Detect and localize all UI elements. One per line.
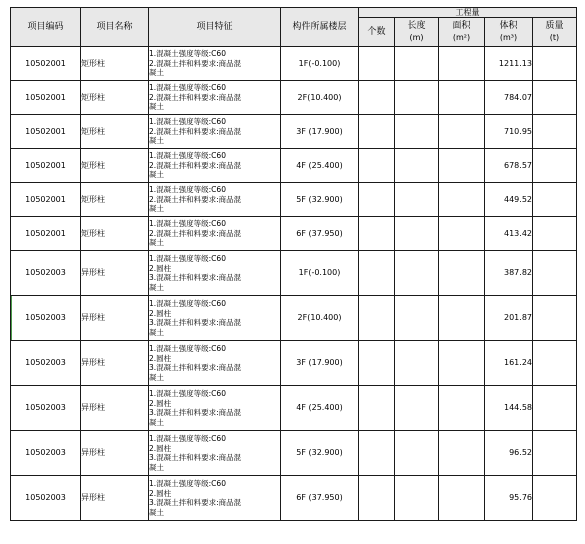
cell-feature[interactable] — [149, 47, 281, 81]
cell-floor[interactable]: 6F (37.950) — [281, 476, 359, 521]
cell-feature[interactable] — [149, 386, 281, 431]
cell-area[interactable] — [439, 183, 485, 217]
feature-line: 3.混凝土拌和料要求:商品混 — [149, 273, 242, 282]
feature-line: 2.圆柱 — [149, 398, 172, 408]
cell-count[interactable] — [359, 386, 395, 431]
cell-volume[interactable]: 678.57 — [485, 149, 533, 183]
feature-line: 1.混凝土强度等级:C60 — [149, 389, 226, 398]
cell-name[interactable]: 矩形柱 — [81, 47, 149, 81]
cell-name[interactable]: 异形柱 — [81, 431, 149, 476]
feature-line: 凝土 — [149, 462, 164, 472]
cell-feature[interactable] — [149, 115, 281, 149]
cell-floor[interactable]: 4F (25.400) — [281, 386, 359, 431]
cell-floor[interactable]: 4F (25.400) — [281, 149, 359, 183]
cell-length[interactable] — [395, 476, 439, 521]
cell-area[interactable] — [439, 296, 485, 341]
cell-volume[interactable]: 201.87 — [485, 296, 533, 341]
cell-area[interactable] — [439, 341, 485, 386]
feature-line: 1.混凝土强度等级:C60 — [149, 479, 226, 488]
header-count[interactable] — [359, 18, 395, 47]
cell-count[interactable] — [359, 296, 395, 341]
cell-length[interactable] — [395, 296, 439, 341]
cell-weight[interactable] — [533, 431, 577, 476]
cell-area[interactable] — [439, 251, 485, 296]
table-body — [11, 47, 577, 521]
cell-area[interactable] — [439, 149, 485, 183]
feature-line: 2.圆柱 — [149, 308, 172, 318]
feature-line: 1.混凝土强度等级:C60 — [149, 151, 226, 161]
table-row — [11, 341, 577, 386]
cell-volume[interactable]: 784.07 — [485, 81, 533, 115]
header-floor[interactable]: 构件所属楼层 — [281, 8, 359, 47]
header-length[interactable] — [395, 18, 439, 47]
feature-line: 2.混凝土拌和料要求:商品混 — [149, 194, 242, 204]
cell-code[interactable]: 10502001 — [11, 217, 81, 251]
cell-floor[interactable]: 1F(-0.100) — [281, 251, 359, 296]
cell-volume[interactable]: 1211.13 — [485, 47, 533, 81]
cell-name[interactable]: 异形柱 — [81, 296, 149, 341]
cell-weight[interactable] — [533, 115, 577, 149]
cell-length[interactable] — [395, 47, 439, 81]
feature-line: 1.混凝土强度等级:C60 — [149, 117, 226, 127]
header-area[interactable] — [439, 18, 485, 47]
cell-length[interactable] — [395, 183, 439, 217]
feature-line: 1.混凝土强度等级:C60 — [149, 49, 226, 59]
header-length-label: 长度 — [407, 21, 426, 31]
table-row — [11, 217, 577, 251]
cell-area[interactable] — [439, 217, 485, 251]
feature-line: 2.混凝土拌和料要求:商品混 — [149, 160, 242, 170]
table-row — [11, 251, 577, 296]
cell-floor[interactable]: 5F (32.900) — [281, 431, 359, 476]
cell-length[interactable] — [395, 251, 439, 296]
cell-count[interactable] — [359, 341, 395, 386]
cell-code[interactable]: 10502003 — [11, 296, 81, 341]
header-volume-unit: (m³) — [499, 33, 518, 42]
header-area-unit: (m²) — [452, 33, 471, 42]
cell-weight[interactable] — [533, 183, 577, 217]
cell-count[interactable] — [359, 115, 395, 149]
header-weight[interactable] — [533, 18, 577, 47]
cell-count[interactable] — [359, 431, 395, 476]
cell-feature[interactable] — [149, 81, 281, 115]
cell-count[interactable] — [359, 47, 395, 81]
header-name[interactable]: 项目名称 — [81, 8, 149, 47]
table-row — [11, 81, 577, 115]
cell-weight[interactable] — [533, 251, 577, 296]
cell-floor[interactable]: 6F (37.950) — [281, 217, 359, 251]
table-row — [11, 386, 577, 431]
cell-name[interactable]: 矩形柱 — [81, 217, 149, 251]
feature-line: 凝土 — [149, 417, 164, 427]
header-code[interactable]: 项目编码 — [11, 8, 81, 47]
cell-length[interactable] — [395, 217, 439, 251]
feature-line: 1.混凝土强度等级:C60 — [149, 83, 226, 93]
feature-line: 2.混凝土拌和料要求:商品混 — [149, 92, 242, 102]
feature-line: 1.混凝土强度等级:C60 — [149, 434, 226, 443]
cell-length[interactable] — [395, 149, 439, 183]
cell-area[interactable] — [439, 115, 485, 149]
cell-code[interactable]: 10502003 — [11, 431, 81, 476]
table-row — [11, 183, 577, 217]
cell-feature[interactable] — [149, 476, 281, 521]
cell-code[interactable]: 10502003 — [11, 386, 81, 431]
cell-count[interactable] — [359, 251, 395, 296]
quantity-table — [10, 7, 577, 521]
cell-feature[interactable] — [149, 183, 281, 217]
cell-count[interactable] — [359, 476, 395, 521]
table-row — [11, 476, 577, 521]
cell-weight[interactable] — [533, 476, 577, 521]
cell-volume[interactable]: 161.24 — [485, 341, 533, 386]
cell-code[interactable]: 10502003 — [11, 251, 81, 296]
feature-line: 2.混凝土拌和料要求:商品混 — [149, 58, 242, 68]
cell-floor[interactable]: 1F(-0.100) — [281, 47, 359, 81]
header-volume-label: 体积 — [499, 21, 518, 31]
cell-feature[interactable] — [149, 341, 281, 386]
feature-line: 凝土 — [149, 102, 164, 112]
cell-volume[interactable]: 96.52 — [485, 431, 533, 476]
cell-area[interactable] — [439, 47, 485, 81]
cell-floor[interactable]: 3F (17.900) — [281, 115, 359, 149]
cell-weight[interactable] — [533, 217, 577, 251]
feature-line: 2.圆柱 — [149, 488, 172, 498]
feature-line: 凝土 — [149, 136, 164, 146]
header-volume[interactable] — [485, 18, 533, 47]
cell-weight[interactable] — [533, 296, 577, 341]
cell-weight[interactable] — [533, 341, 577, 386]
cell-length[interactable] — [395, 81, 439, 115]
cell-name[interactable]: 矩形柱 — [81, 183, 149, 217]
feature-line: 3.混凝土拌和料要求:商品混 — [149, 408, 242, 417]
header-count-label: 个数 — [367, 26, 386, 37]
feature-line: 3.混凝土拌和料要求:商品混 — [149, 318, 242, 327]
cell-feature[interactable] — [149, 251, 281, 296]
feature-line: 凝土 — [149, 170, 164, 180]
cell-area[interactable] — [439, 386, 485, 431]
cell-name[interactable]: 矩形柱 — [81, 81, 149, 115]
feature-line: 2.圆柱 — [149, 353, 172, 363]
header-feature[interactable]: 项目特征 — [149, 8, 281, 47]
feature-line: 2.圆柱 — [149, 443, 172, 453]
cell-name[interactable]: 异形柱 — [81, 251, 149, 296]
cell-floor[interactable]: 2F(10.400) — [281, 296, 359, 341]
header-weight-unit: (t) — [549, 33, 560, 42]
cell-length[interactable] — [395, 115, 439, 149]
cell-volume[interactable]: 95.76 — [485, 476, 533, 521]
feature-line: 1.混凝土强度等级:C60 — [149, 185, 226, 195]
cell-floor[interactable]: 3F (17.900) — [281, 341, 359, 386]
cell-count[interactable] — [359, 217, 395, 251]
table-row — [11, 149, 577, 183]
cell-floor[interactable]: 5F (32.900) — [281, 183, 359, 217]
feature-line: 凝土 — [149, 68, 164, 78]
cell-length[interactable] — [395, 431, 439, 476]
cell-name[interactable]: 异形柱 — [81, 386, 149, 431]
cell-name[interactable]: 矩形柱 — [81, 115, 149, 149]
table-row — [11, 296, 577, 341]
cell-feature[interactable] — [149, 217, 281, 251]
cell-code[interactable]: 10502001 — [11, 115, 81, 149]
cell-volume[interactable]: 413.42 — [485, 217, 533, 251]
feature-line: 3.混凝土拌和料要求:商品混 — [149, 363, 242, 372]
cell-name[interactable]: 异形柱 — [81, 476, 149, 521]
cell-area[interactable] — [439, 81, 485, 115]
cell-volume[interactable]: 710.95 — [485, 115, 533, 149]
cell-code[interactable]: 10502003 — [11, 476, 81, 521]
cell-area[interactable] — [439, 431, 485, 476]
feature-line: 2.混凝土拌和料要求:商品混 — [149, 126, 242, 136]
cell-volume[interactable]: 449.52 — [485, 183, 533, 217]
cell-count[interactable] — [359, 183, 395, 217]
cell-length[interactable] — [395, 386, 439, 431]
cell-count[interactable] — [359, 81, 395, 115]
header-weight-label: 质量 — [545, 21, 564, 31]
cell-length[interactable] — [395, 341, 439, 386]
cell-count[interactable] — [359, 149, 395, 183]
table-row — [11, 431, 577, 476]
feature-line: 凝土 — [149, 238, 164, 248]
cell-weight[interactable] — [533, 81, 577, 115]
cell-weight[interactable] — [533, 47, 577, 81]
cell-feature[interactable] — [149, 296, 281, 341]
feature-line: 1.混凝土强度等级:C60 — [149, 219, 226, 229]
feature-line: 1.混凝土强度等级:C60 — [149, 299, 226, 308]
table-row — [11, 115, 577, 149]
cell-volume[interactable]: 144.58 — [485, 386, 533, 431]
cell-code[interactable]: 10502001 — [11, 183, 81, 217]
table-row — [11, 47, 577, 81]
header-quantity-group: 工程量 — [359, 8, 577, 18]
cell-name[interactable]: 异形柱 — [81, 341, 149, 386]
feature-line: 2.圆柱 — [149, 263, 172, 273]
cell-code[interactable]: 10502003 — [11, 341, 81, 386]
feature-line: 凝土 — [149, 327, 164, 337]
feature-line: 3.混凝土拌和料要求:商品混 — [149, 498, 242, 507]
cell-weight[interactable] — [533, 149, 577, 183]
header-area-label: 面积 — [452, 21, 471, 31]
cell-feature[interactable] — [149, 431, 281, 476]
feature-line: 凝土 — [149, 204, 164, 214]
header-length-unit: (m) — [409, 33, 424, 42]
cell-code[interactable]: 10502001 — [11, 81, 81, 115]
cell-name[interactable]: 矩形柱 — [81, 149, 149, 183]
cell-code[interactable]: 10502001 — [11, 47, 81, 81]
feature-line: 凝土 — [149, 507, 164, 517]
cell-floor[interactable]: 2F(10.400) — [281, 81, 359, 115]
cell-feature[interactable] — [149, 149, 281, 183]
cell-weight[interactable] — [533, 386, 577, 431]
cell-code[interactable]: 10502001 — [11, 149, 81, 183]
feature-line: 1.混凝土强度等级:C60 — [149, 344, 226, 353]
feature-line: 3.混凝土拌和料要求:商品混 — [149, 453, 242, 462]
cell-area[interactable] — [439, 476, 485, 521]
feature-line: 2.混凝土拌和料要求:商品混 — [149, 228, 242, 238]
cell-volume[interactable]: 387.82 — [485, 251, 533, 296]
feature-line: 凝土 — [149, 372, 164, 382]
feature-line: 凝土 — [149, 282, 164, 292]
feature-line: 1.混凝土强度等级:C60 — [149, 254, 226, 263]
